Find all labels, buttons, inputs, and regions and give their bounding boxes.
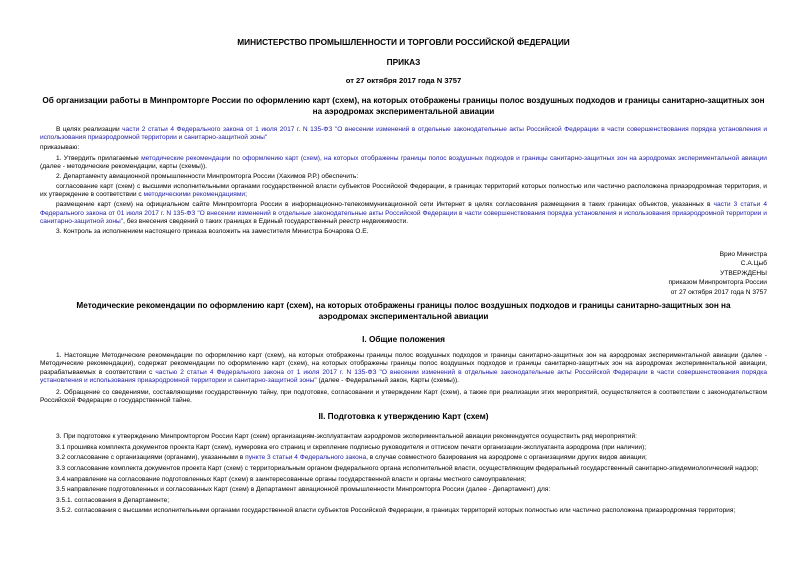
law-link[interactable]: части 2 статьи 4 Федерального закона от 1 июля 2017 г. N 135-ФЗ "О внесении изменений в отдельные законодательные акты Российской Федерации в части совершенствования порядка установления и использования приаэродромной территории и санитарно-защитной зоны" xyxy=(40,126,767,142)
approved-by: приказом Минпромторга России xyxy=(668,279,767,287)
item-3: 3. Контроль за исполнением настоящего приказа возложить на заместителя Министра Бочарова О.Е. xyxy=(56,228,369,236)
methodology-title: Методические рекомендации по оформлению карт (схем), на которых отображены границы полос воздушных подходов и границы санитарно-защитных зон на аэродромах экспериментальной авиации xyxy=(76,301,731,322)
s1-paragraph-1: 1. Настоящие Методические рекомендации по оформлению карт (схем), на которых отображены границы полос воздушных подходов и границы санитарно-защитных зон на аэродромах экспериментальной авиации (далее - Методические рекомендации), содержат рекомендации по оформлению карт (схем), на которых отображены границы полос воздушных подходов и границы санитарно-защитных зон на аэродромах экспериментальной авиации, разрабатываемых в соответствии с частью 2 статьи 4 Федерального закона от 1 июля 2017 г. N 135-ФЗ "О внесении изменений в отдельные законодательные акты Российской Федерации в части совершенствования порядка установления и использования приаэродромной территории и санитарно-защитной зоны" (далее - Федеральный закон, Карты (схемы)). xyxy=(40,352,767,385)
orders-line: приказываю: xyxy=(40,144,80,152)
law-link-3[interactable]: частью 2 статьи 4 Федерального закона от 1 июля 2017 г. N 135-ФЗ "О внесении изменений в отдельные законодательные акты Российской Федерации в части совершенствования порядка установления и использования приаэродромной территории и санитарно-защитной зоны" xyxy=(40,368,767,385)
s2-paragraph-3-5-1: 3.5.1. согласования в Департаменте; xyxy=(56,496,170,504)
preamble-paragraph: В целях реализации части 2 статьи 4 Федерального закона от 1 июля 2017 г. N 135-ФЗ "О внесении изменений в отдельные законодательные акты Российской Федерации в части совершенствования порядка установления и использования приаэродромной территории и санитарно-защитной зоны" xyxy=(40,126,767,142)
item-2a: согласование карт (схем) с высшими исполнительными органами государственной власти субъектов Российской Федерации, в границах территорий которых полностью или частично расположена приаэродромная территория, и их утверждение в соответствии с методическими рекомендациями; xyxy=(40,183,767,199)
document-date: от 27 октября 2017 года N 3757 xyxy=(345,76,462,85)
s2-paragraph-3-2: 3.2 согласование с организациями (органами), указанными в пункте 3 статьи 4 Федерального закона, в случае совместного базирования на аэродроме с организациями других видов авиации; xyxy=(56,454,647,462)
signer-position: Врио Министра xyxy=(719,251,767,258)
ministry-heading: МИНИСТЕРСТВО ПРОМЫШЛЕННОСТИ И ТОРГОВЛИ РОССИЙСКОЙ ФЕДЕРАЦИИ xyxy=(237,37,570,47)
s2-paragraph-3-1: 3.1 прошивка комплекта документов проекта Карт (схем), нумеровка его страниц и скрепление подписью руководителя и оттиском печати организации-эксплуатанта аэродрома (при наличии); xyxy=(56,443,647,451)
signer-name: С.А.Цыб xyxy=(740,260,767,268)
order-body xyxy=(40,126,767,238)
document-type: ПРИКАЗ xyxy=(386,57,421,67)
law-point-link[interactable]: пункте 3 статьи 4 Федерального закона xyxy=(245,454,367,462)
document-title: Об организации работы в Минпромторге России по оформлению карт (схем), на которых отображены границы полос воздушных подходов и границы санитарно-защитных зон на аэродромах экспериментальной авиации xyxy=(42,96,765,117)
law-link-2[interactable]: части 3 статьи 4 Федерального закона от 01 июля 2017 г. N 135-ФЗ "О внесении изменений в отдельные законодательные акты Российской Федерации в части совершенствования порядка установления и использования приаэродромной территории и санитарно-защитной зоны" xyxy=(40,201,768,226)
s2-paragraph-3-5: 3.5 направление подготовленных и согласованных Карт (схем) в Департамент авиационной промышленности Минпромторга России (далее - Департамент) для: xyxy=(56,486,551,494)
signature-block xyxy=(668,251,767,298)
methodology-link-2[interactable]: методическими рекомендациями xyxy=(143,191,246,199)
item-2: 2. Департаменту авиационной промышленности Минпромторга России (Хахимов Р.Р.) обеспечить: xyxy=(56,172,359,180)
s2-paragraph-3-3: 3.3 согласование комплекта документов проекта Карт (схем) с территориальным органом федерального органа исполнительной власти, осуществляющим федеральный государственный санитарно-эпидемиологический надзор; xyxy=(56,464,759,472)
section-1-title: I. Общие положения xyxy=(362,334,445,344)
section-1-body xyxy=(40,352,767,409)
s2-paragraph-3: 3. При подготовке к утверждению Минпромторгом России Карт (схем) организациям-эксплуатантам аэродромов экспериментальной авиации рекомендуется осуществить ряд мероприятий: xyxy=(56,433,637,440)
item-1: 1. Утвердить прилагаемые методические рекомендации по оформлению карт (схем), на которых отображены границы полос воздушных подходов и границы санитарно-защитных зон на аэродромах экспериментальной авиации (далее - методические рекомендации, карты (схемы)). xyxy=(40,154,767,170)
s2-paragraph-3-5-2: 3.5.2. согласования с высшими исполнительными органами государственной власти субъектов Российской Федерации, в границах территорий которых полностью или частично расположена приаэродромная территория; xyxy=(56,507,736,515)
section-2-title: II. Подготовка к утверждению Карт (схем) xyxy=(318,411,489,421)
s2-paragraph-3-4: 3.4 направление на согласование подготовленных Карт (схем) в заинтересованные органы государственной власти и органы местного самоуправления; xyxy=(56,475,526,483)
methodology-link[interactable]: методические рекомендации по оформлению карт (схем), на которых отображены границы полос воздушных подходов и границы санитарно-защитных зон на аэродромах экспериментальной авиации xyxy=(141,154,767,162)
section-2-body xyxy=(40,433,767,518)
approved-date: от 27 октября 2017 года N 3757 xyxy=(670,288,767,296)
item-2b: размещение карт (схем) на официальном сайте Минпромторга России в информационно-телекоммуникационной сети Интернет в целях согласования размещения в таких границах объектов, указанных в части 3 статьи 4 Федерального закона от 01 июля 2017 г. N 135-ФЗ "О внесении изменений в отдельные законодательные акты Российской Федерации в части совершенствования порядка установления и использования приаэродромной территории и санитарно-защитной зоны", без внесения сведений о таких границах в Единый государственный реестр недвижимости. xyxy=(40,201,768,226)
approved-label: УТВЕРЖДЕНЫ xyxy=(720,269,767,277)
s1-paragraph-2: 2. Обращение со сведениями, составляющими государственную тайну, при подготовке, согласовании и утверждении Карт (схем), а также при реализации этих мероприятий, осуществляется в соответствии с законодательством Российской Федерации о государственной тайне. xyxy=(40,388,767,405)
